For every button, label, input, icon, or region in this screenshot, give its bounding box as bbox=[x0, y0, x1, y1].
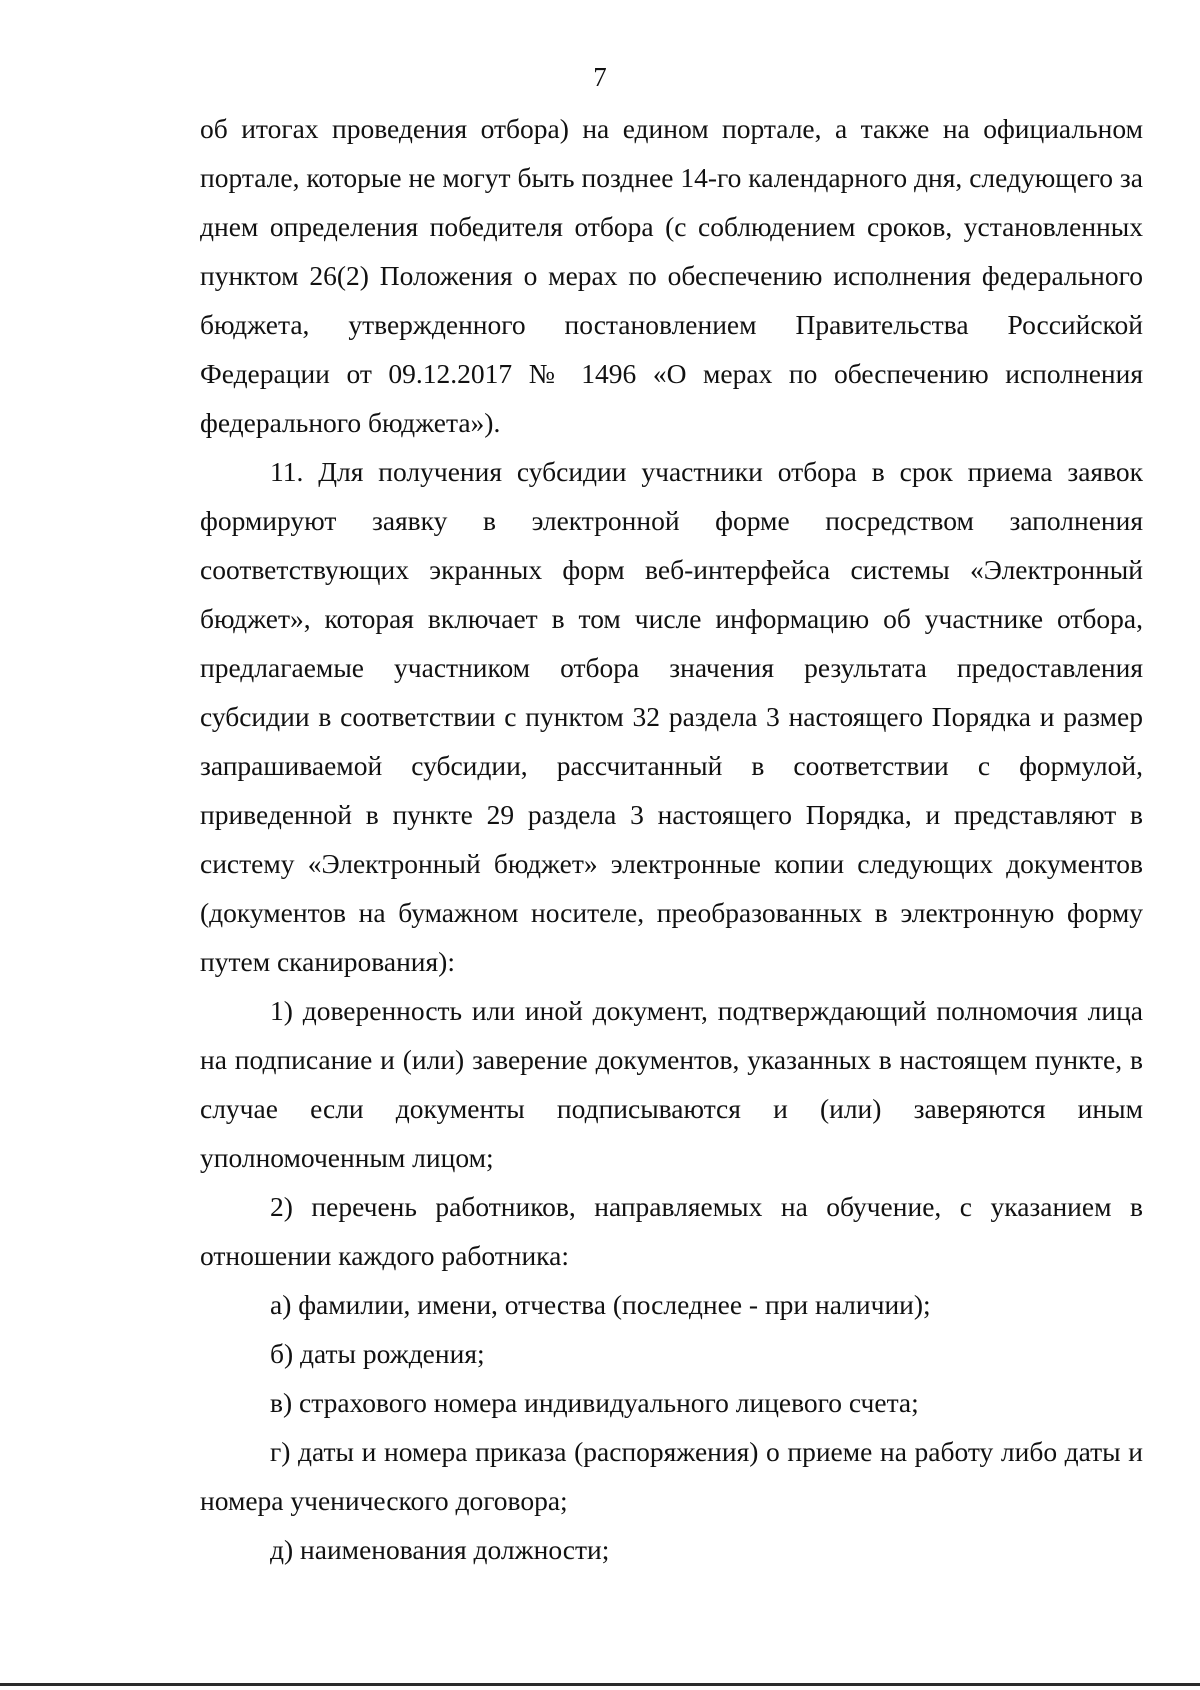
paragraph-item-11: 11. Для получения субсидии участники отбора в срок приема заявок формируют заявку в электронной форме посредством заполнения соответствующих экранных форм веб-интерфейса системы «Электронный бюджет», которая включает в том числе информацию об участнике отбора, предлагаемые участником отбора значения результата предоставления субсидии в соответствии с пунктом 32 раздела 3 настоящего Порядка и размер запрашиваемой субсидии, рассчитанный в соответствии с формулой, приведенной в пункте 29 раздела 3 настоящего Порядка, и представляют в систему «Электронный бюджет» электронные копии следующих документов (документов на бумажном носителе, преобразованных в электронную форму путем сканирования): bbox=[200, 456, 1143, 977]
bottom-edge-line bbox=[0, 1683, 1200, 1686]
sub-item-v: в) страхового номера индивидуального лицевого счета; bbox=[270, 1387, 919, 1418]
sub-item-b: б) даты рождения; bbox=[270, 1338, 485, 1369]
sub-item-d: д) наименования должности; bbox=[270, 1534, 610, 1565]
list-item-1: 1) доверенность или иной документ, подтверждающий полномочия лица на подписание и (или) заверение документов, указанных в настоящем пункте, в случае если документы подписываются и (или) заверяются иным уполномоченным лицом; bbox=[200, 995, 1143, 1173]
page-number: 7 bbox=[593, 62, 607, 92]
paragraph-continuation: об итогах проведения отбора) на едином портале, а также на официальном портале, которые не могут быть позднее 14-го календарного дня, следующего за днем определения победителя отбора (с соблюдением сроков, установленных пунктом 26(2) Положения о мерах по обеспечению исполнения федерального бюджета, утвержденного постановлением Правительства Российской Федерации от 09.12.2017 № 1496 «О мерах по обеспечению исполнения федерального бюджета»). bbox=[200, 113, 1143, 438]
sub-item-a: а) фамилии, имени, отчества (последнее - при наличии); bbox=[270, 1289, 931, 1320]
list-item-2: 2) перечень работников, направляемых на обучение, с указанием в отношении каждого работника: bbox=[200, 1191, 1143, 1271]
document-body bbox=[200, 104, 1143, 1574]
sub-item-g: г) даты и номера приказа (распоряжения) о приеме на работу либо даты и номера ученического договора; bbox=[200, 1436, 1143, 1516]
